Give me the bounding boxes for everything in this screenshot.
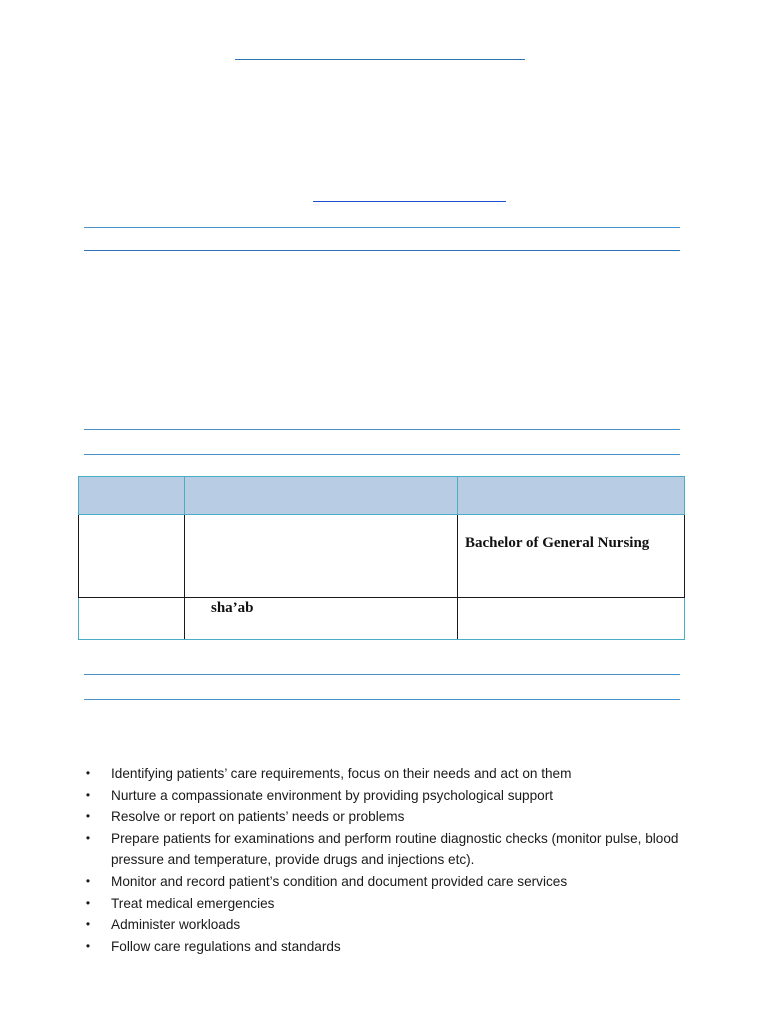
email-link-underline[interactable]	[313, 201, 506, 202]
duty-text: Monitor and record patient’s condition and document provided care services	[111, 873, 568, 889]
duty-text: Follow care regulations and standards	[111, 938, 341, 954]
name-underline	[235, 59, 525, 60]
list-item	[84, 828, 684, 871]
duty-text: Administer workloads	[111, 917, 241, 933]
bullet-icon: •	[85, 938, 91, 953]
table-header-cell	[458, 477, 685, 515]
bullet-icon: •	[85, 809, 91, 824]
table-header-cell	[185, 477, 458, 515]
duty-text: Treat medical emergencies	[111, 895, 275, 911]
degree-text: Bachelor of General Nursing	[465, 535, 650, 551]
bullet-icon: •	[85, 917, 91, 932]
table-header-row	[79, 477, 685, 515]
education-divider-top	[84, 429, 680, 430]
bullet-icon: •	[85, 766, 91, 780]
duty-text: Resolve or report on patients’ needs or problems	[111, 809, 405, 825]
list-item	[84, 871, 684, 893]
name-fragment-text: sha’ab	[211, 600, 254, 616]
table-cell	[79, 515, 185, 598]
duties-divider-top	[84, 674, 680, 675]
education-table	[78, 476, 685, 640]
bullet-icon: •	[85, 873, 91, 888]
section-divider-bottom	[84, 250, 680, 251]
bullet-icon: •	[85, 787, 91, 802]
duty-text: Nurture a compassionate environment by providing psychological support	[111, 787, 554, 803]
list-item	[84, 763, 684, 785]
list-item	[84, 806, 684, 828]
section-divider-top	[84, 227, 680, 228]
table-cell	[185, 598, 458, 640]
table-cell	[185, 515, 458, 598]
education-divider-bottom	[84, 454, 680, 455]
duties-divider-bottom	[84, 699, 680, 700]
duty-text: Identifying patients’ care requirements, focus on their needs and act on them	[111, 766, 572, 781]
duties-list	[84, 763, 684, 957]
duty-text: Prepare patients for examinations and perform routine diagnostic checks (monitor pulse, blood pressure and temperature, provide drugs and injections etc).	[111, 830, 679, 868]
bullet-icon: •	[85, 830, 91, 845]
list-item	[84, 785, 684, 807]
table-row	[79, 515, 685, 598]
list-item	[84, 936, 684, 958]
list-item	[84, 893, 684, 915]
table-header-cell	[79, 477, 185, 515]
bullet-icon: •	[85, 895, 91, 910]
table-cell	[458, 598, 685, 640]
table-cell	[79, 598, 185, 640]
table-row	[79, 598, 685, 640]
table-cell	[458, 515, 685, 598]
list-item	[84, 914, 684, 936]
